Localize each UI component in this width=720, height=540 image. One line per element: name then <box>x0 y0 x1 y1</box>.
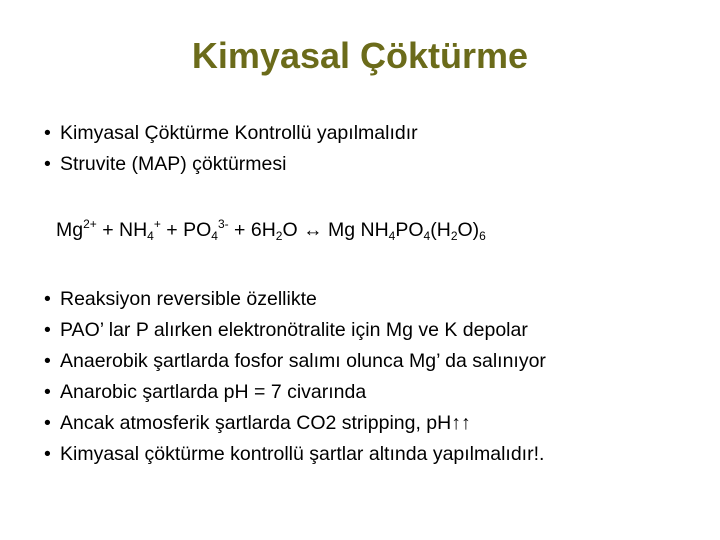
list-item <box>44 377 546 408</box>
equation-superscript: + <box>153 217 161 231</box>
equation-text: O ↔ Mg NH <box>282 219 389 241</box>
list-item <box>44 118 418 149</box>
equation-subscript: 2 <box>450 229 458 243</box>
equation-text: + NH <box>96 219 148 241</box>
bullet-icon: • <box>44 122 51 144</box>
bullet-text: Reaksiyon reversible özellikte <box>60 288 317 310</box>
bullet-icon: • <box>44 443 51 465</box>
bullet-icon: • <box>44 288 51 310</box>
bullet-text: Kimyasal çöktürme kontrollü şartlar altında yapılmalıdır!. <box>60 443 545 465</box>
equation-subscript: 2 <box>275 229 283 243</box>
bullet-text: PAO’ lar P alırken elektronötralite için Mg ve K depolar <box>60 319 528 341</box>
list-item <box>44 284 546 315</box>
equation-subscript: 4 <box>211 229 218 243</box>
equation-subscript: 6 <box>479 229 486 243</box>
bullet-icon: • <box>44 381 51 403</box>
equation-subscript: 4 <box>388 229 396 243</box>
bullet-text: Anarobic şartlarda pH = 7 civarında <box>60 381 367 403</box>
slide-title: Kimyasal Çöktürme <box>191 35 529 76</box>
equation-text: PO <box>395 219 424 241</box>
bullet-text: Anaerobik şartlarda fosfor salımı olunca Mg’ da salınıyor <box>60 350 546 372</box>
equation-text: + 6H <box>228 219 276 241</box>
bullet-icon: • <box>44 350 51 372</box>
struvite-equation <box>56 213 486 247</box>
equation-subscript: 4 <box>147 229 154 243</box>
equation-text: (H <box>430 219 451 241</box>
list-item <box>44 439 546 470</box>
bullet-icon: • <box>44 153 51 175</box>
equation-text: + PO <box>160 219 212 241</box>
equation-text: Mg <box>56 219 84 241</box>
equation-text: O) <box>457 219 480 241</box>
list-item <box>44 149 418 180</box>
equation-superscript: 3- <box>217 217 229 231</box>
list-item <box>44 346 546 377</box>
bullet-icon: • <box>44 319 51 341</box>
equation-subscript: 4 <box>423 229 431 243</box>
bottom-bullet-list <box>44 284 546 470</box>
equation-superscript: 2+ <box>83 217 97 231</box>
top-bullet-list <box>44 118 418 180</box>
bullet-icon: • <box>44 412 51 434</box>
bullet-text: Struvite (MAP) çöktürmesi <box>60 153 287 175</box>
bullet-text: Kimyasal Çöktürme Kontrollü yapılmalıdır <box>60 122 418 144</box>
list-item <box>44 315 546 346</box>
list-item <box>44 408 546 439</box>
bullet-text: Ancak atmosferik şartlarda CO2 stripping, pH↑↑ <box>60 412 471 434</box>
